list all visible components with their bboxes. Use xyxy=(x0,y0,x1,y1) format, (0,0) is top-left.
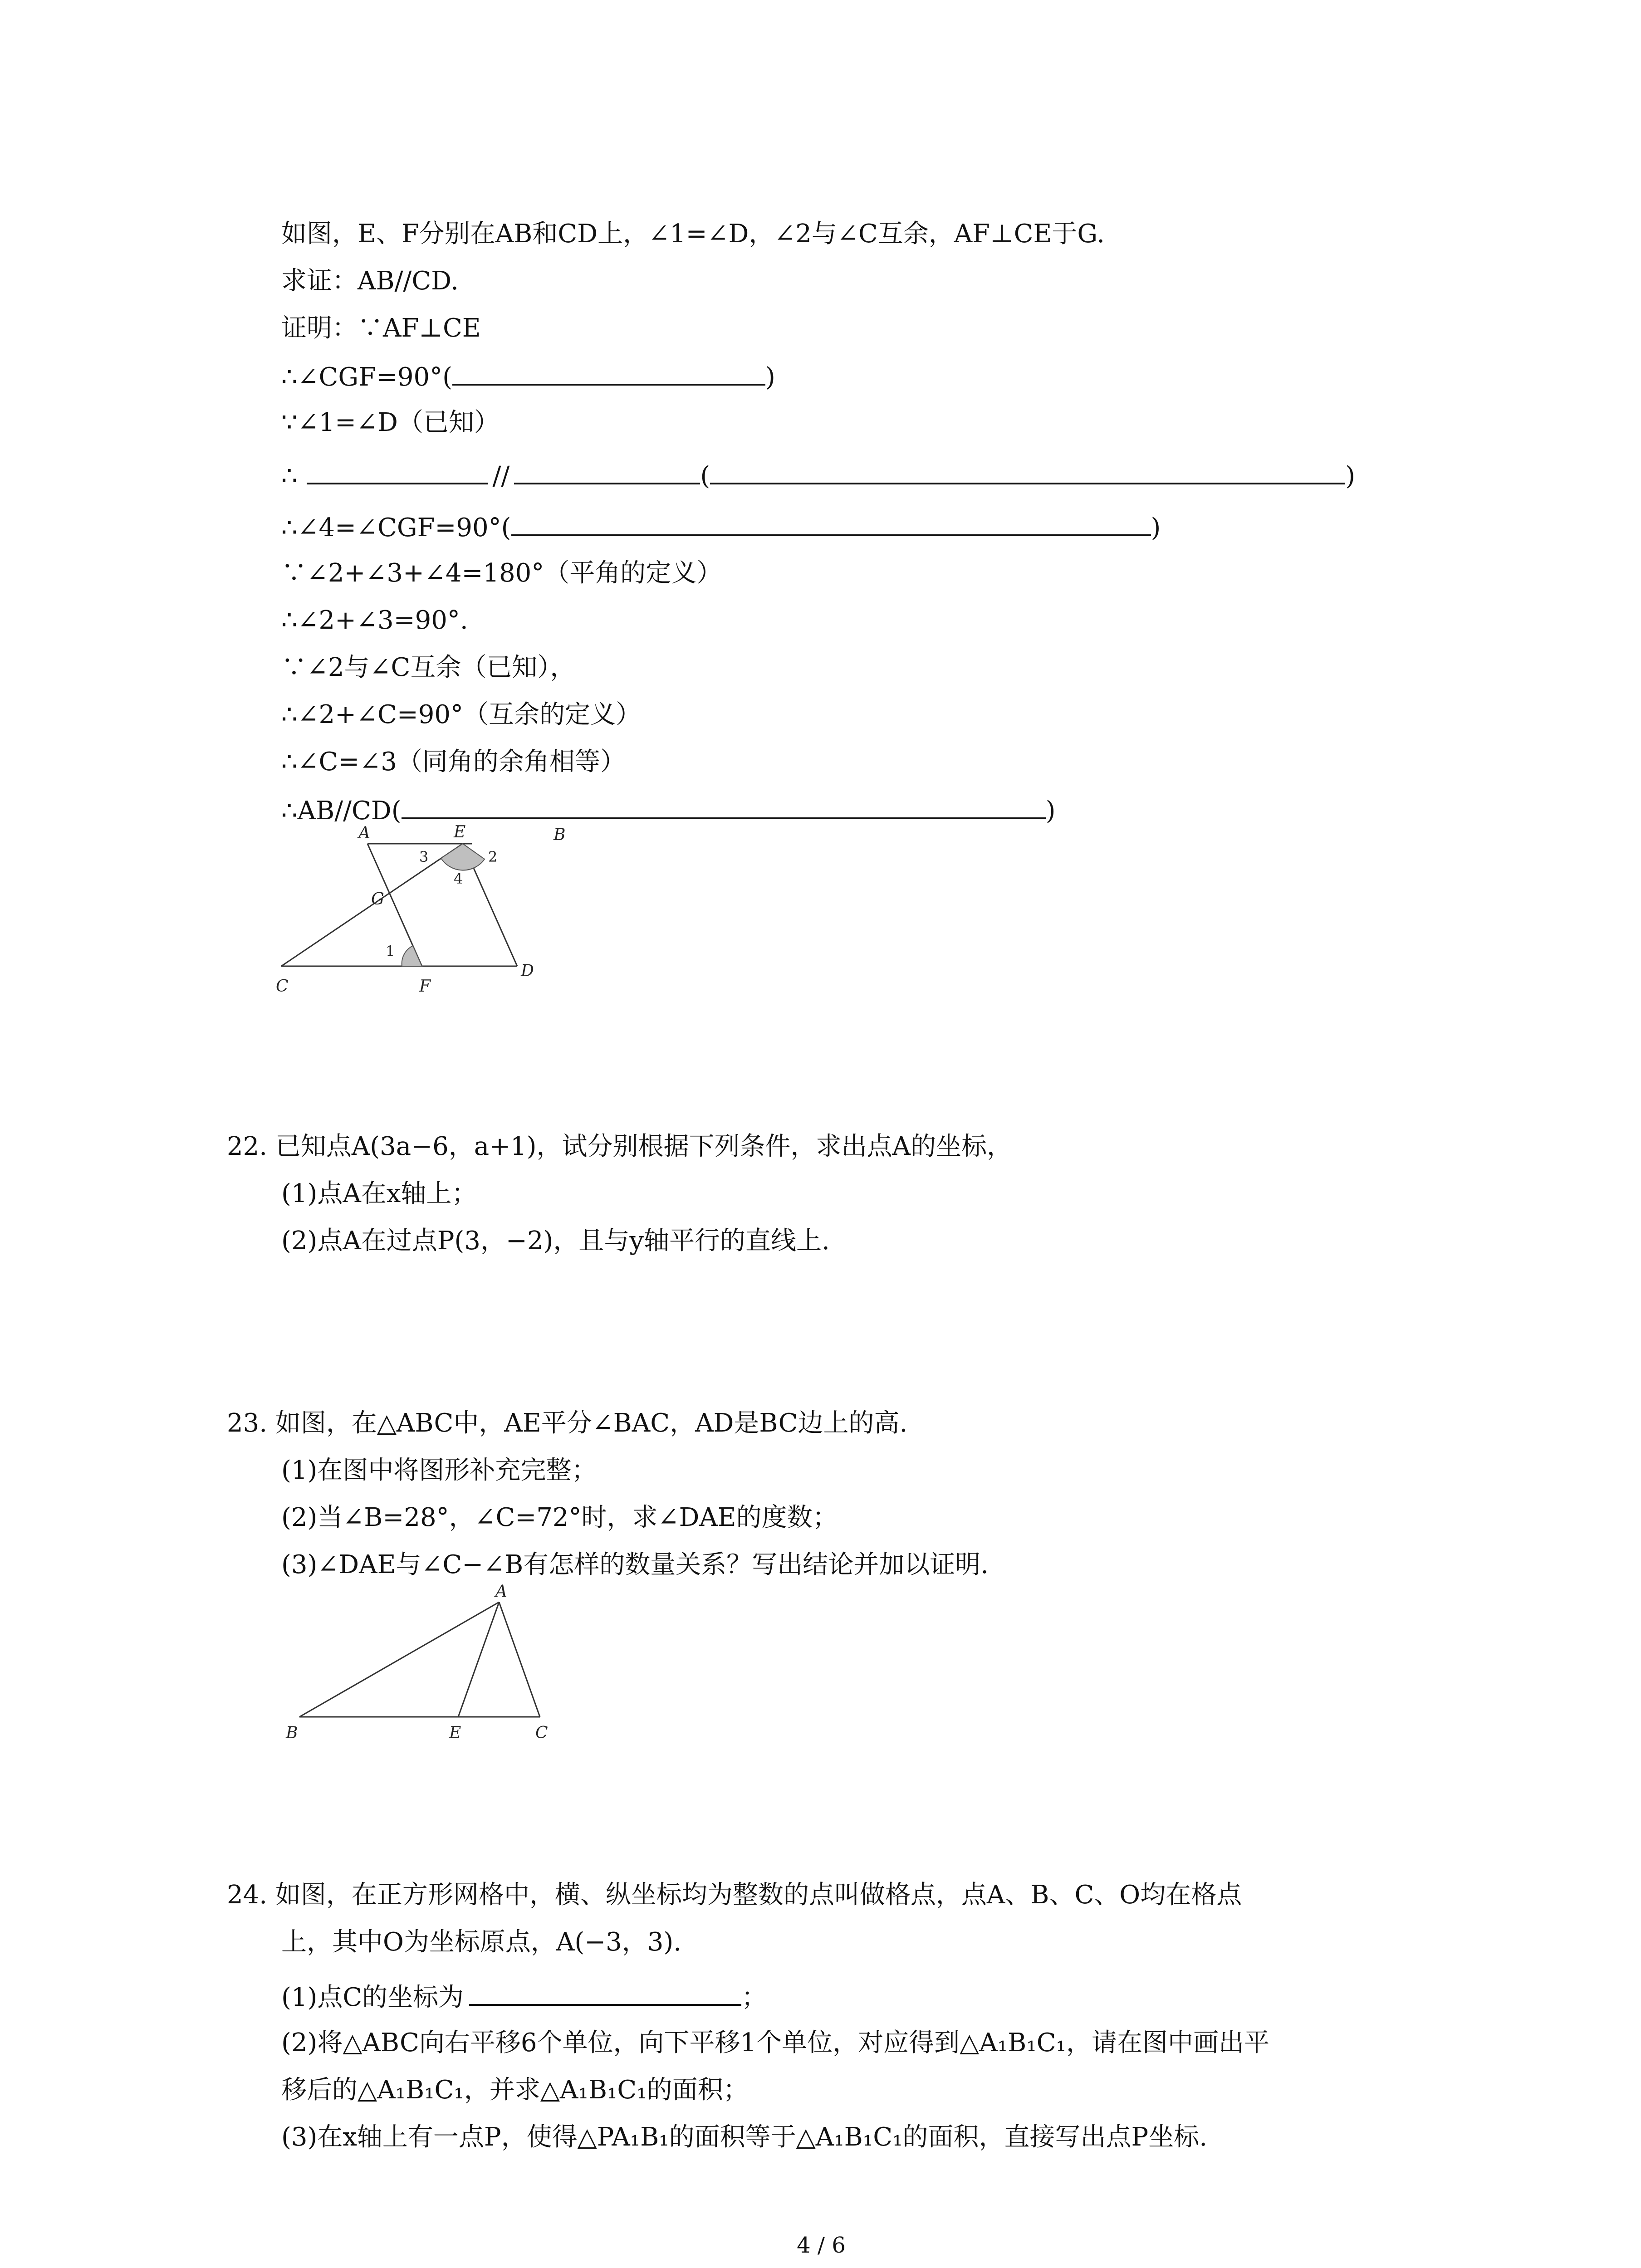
q24-part-2: (2)将△ABC向右平移6个单位，向下平移1个单位，对应得到△A₁B₁C₁，请在图中画出平 xyxy=(281,2028,1269,2058)
proof-step-4-end: ) xyxy=(1151,513,1161,543)
q23-part-1: (1)在图中将图形补充完整； xyxy=(281,1456,597,1485)
angle-1-mark xyxy=(402,946,422,966)
q23-part-2: (2)当∠B=28°，∠C=72°时，求∠DAE的度数； xyxy=(281,1503,838,1532)
proof-step-3 xyxy=(281,457,1355,494)
proof-given: 证明：∵AF⊥CE xyxy=(281,313,481,343)
label-F: F xyxy=(419,977,431,996)
q23-label-E: E xyxy=(449,1724,461,1742)
proof-figure xyxy=(263,816,608,1007)
label-B: B xyxy=(554,826,566,844)
label-angle-3: 3 xyxy=(419,848,429,865)
proof-blank-6[interactable] xyxy=(402,792,1046,819)
proof-step-9: ∴∠C=∠3（同角的余角相等） xyxy=(281,747,626,777)
proof-step-5: ∵∠2+∠3+∠4=180°（平角的定义） xyxy=(281,558,722,588)
q23-label-B: B xyxy=(286,1724,298,1742)
segment-BA xyxy=(299,1602,499,1717)
q23-part-3: (3)∠DAE与∠C−∠B有怎样的数量关系？写出结论并加以证明. xyxy=(281,1550,989,1579)
q24-part-1-end: ； xyxy=(741,1983,767,2012)
q22-part-1: (1)点A在x轴上； xyxy=(281,1179,477,1208)
q24-part-1-text: (1)点C的坐标为 xyxy=(281,1983,464,2012)
proof-step-2: ∵∠1=∠D（已知） xyxy=(281,408,500,437)
q24-part-1 xyxy=(281,1979,767,2015)
q24-part-3: (3)在x轴上有一点P，使得△PA₁B₁的面积等于△A₁B₁C₁的面积，直接写出点P坐标. xyxy=(281,2122,1208,2152)
proof-statement: 如图，E、F分别在AB和CD上，∠1=∠D，∠2与∠C互余，AF⊥CE于G. xyxy=(281,219,1105,249)
proof-blank-4[interactable] xyxy=(710,457,1345,484)
proof-blank-2[interactable] xyxy=(307,457,488,484)
proof-step-6: ∴∠2+∠3=90°. xyxy=(281,606,468,635)
proof-step-1-end: ) xyxy=(765,362,775,392)
q23-label-A: A xyxy=(495,1582,507,1601)
angle-marks xyxy=(402,844,485,966)
q24-part-2-cont: 移后的△A₁B₁C₁，并求△A₁B₁C₁的面积； xyxy=(281,2075,749,2105)
segment-AE xyxy=(458,1602,499,1717)
proof-step-1-text: ∴∠CGF=90°( xyxy=(281,362,453,392)
q23-label-C: C xyxy=(535,1724,548,1742)
label-A: A xyxy=(358,824,370,842)
segment-AC xyxy=(499,1602,540,1717)
proof-step-1 xyxy=(281,358,775,395)
proof-step-3-parallel: // xyxy=(492,461,510,491)
page-number: 4 / 6 xyxy=(797,2233,846,2258)
proof-step-3-open: ( xyxy=(700,461,710,491)
q22-part-2: (2)点A在过点P(3，−2)，且与y轴平行的直线上. xyxy=(281,1226,830,1256)
q22-title: 22. 已知点A(3a−6，a+1)，试分别根据下列条件，求出点A的坐标， xyxy=(227,1132,1012,1161)
label-D: D xyxy=(521,962,534,980)
proof-step-10-text: ∴AB//CD( xyxy=(281,796,402,826)
proof-step-3-prefix: ∴ xyxy=(281,461,298,491)
label-angle-4: 4 xyxy=(454,870,463,887)
proof-blank-1[interactable] xyxy=(452,358,765,386)
q24-title-cont: 上，其中O为坐标原点，A(−3，3). xyxy=(281,1927,682,1957)
label-C: C xyxy=(276,977,289,996)
proof-step-10-end: ) xyxy=(1045,796,1056,826)
q23-figure xyxy=(268,1579,576,1751)
proof-step-4-text: ∴∠4=∠CGF=90°( xyxy=(281,513,511,543)
proof-step-8: ∴∠2+∠C=90°（互余的定义） xyxy=(281,700,642,729)
proof-blank-3[interactable] xyxy=(514,457,700,484)
proof-step-4 xyxy=(281,509,1161,545)
q23-title: 23. 如图，在△ABC中，AE平分∠BAC，AD是BC边上的高. xyxy=(227,1408,908,1438)
label-G: G xyxy=(371,890,384,909)
label-angle-1: 1 xyxy=(386,943,395,960)
proof-prove: 求证：AB//CD. xyxy=(281,266,459,296)
label-angle-2: 2 xyxy=(488,848,498,865)
angle-4-mark xyxy=(441,844,485,870)
label-E: E xyxy=(454,823,466,841)
q24-title: 24. 如图，在正方形网格中，横、纵坐标均为整数的点叫做格点，点A、B、C、O均在格点 xyxy=(227,1880,1242,1910)
proof-blank-5[interactable] xyxy=(511,509,1151,536)
q24-blank-1[interactable] xyxy=(469,1979,741,2006)
proof-step-7: ∵∠2与∠C互余（已知）， xyxy=(281,653,576,682)
proof-step-3-end: ) xyxy=(1345,461,1356,491)
